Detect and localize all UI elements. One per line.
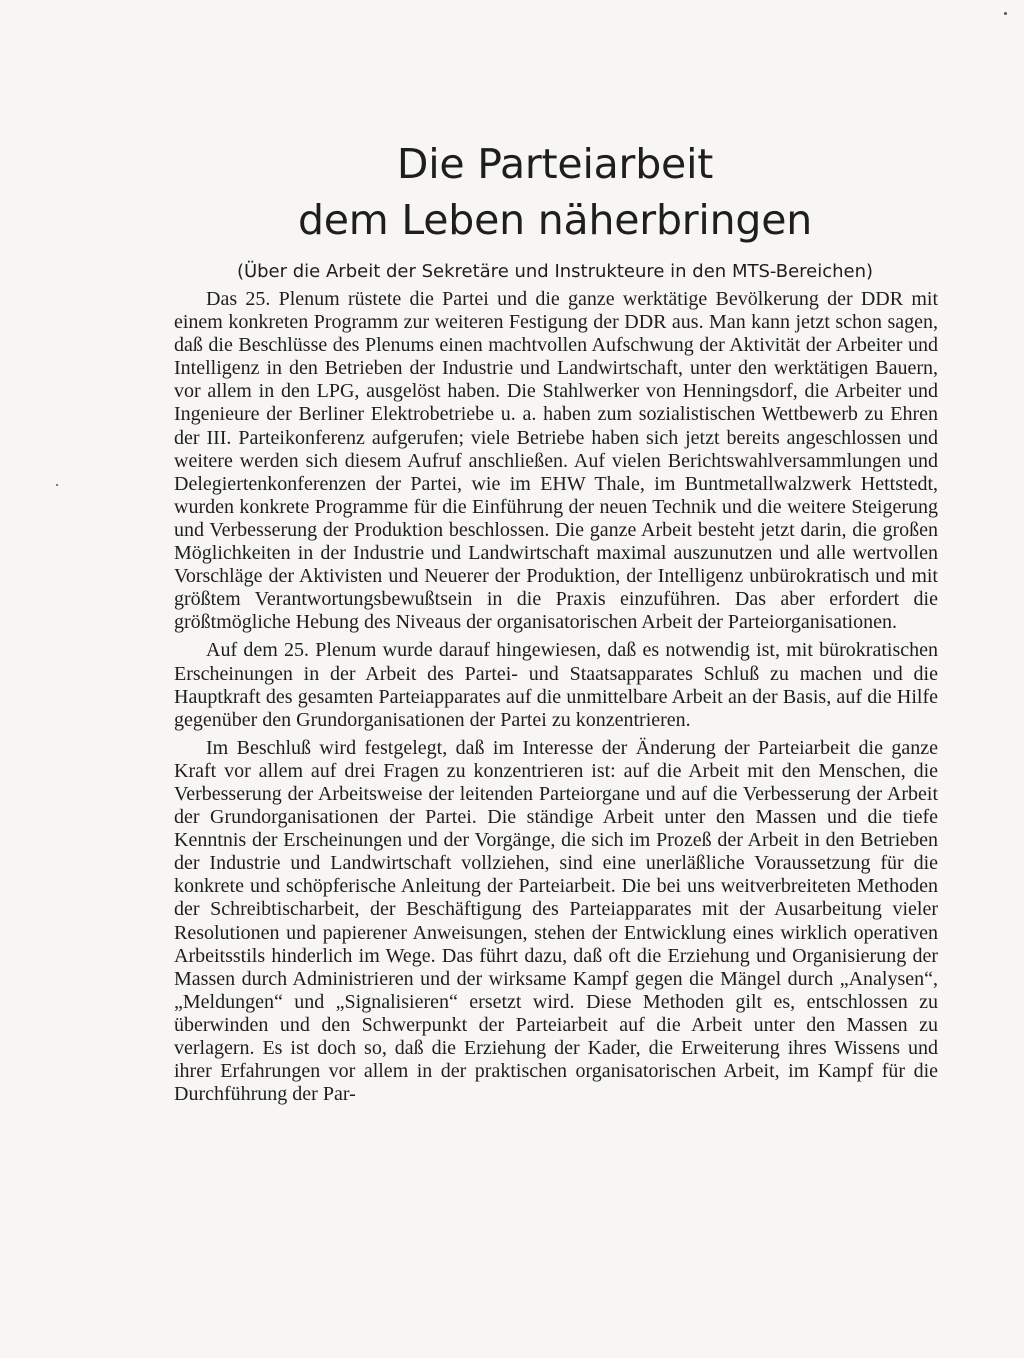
- title-block: [175, 136, 935, 286]
- page-title-line-1: Die Parteiarbeit: [396, 140, 714, 188]
- scan-speck: [1004, 12, 1007, 15]
- paragraph-3: Im Beschluß wird festgelegt, daß im Interesse der Änderung der Parteiarbeit die ganze Kraft vor allem auf drei Fragen zu konzentrieren ist: auf die Arbeit mit den Menschen, die Verbesserung der Arbeitsweise der leitenden Parteiorgane und auf die Verbesserung der Arbeit der Grundorganisationen der Partei. Die ständige Arbeit unter den Massen und die tiefe Kenntnis der Erscheinungen und der Vorgänge, die sich im Prozeß der Arbeit in den Betrieben der Industrie und Landwirtschaft vollziehen, sind eine unerläßliche Voraussetzung für die konkrete und schöpferische Anleitung der Parteiarbeit. Die bei uns weitverbreiteten Methoden der Schreibtischarbeit, der Beschäftigung des Parteiapparates mit der Ausarbeitung vieler Resolutionen und papierener Anweisungen, stehen der Entwicklung eines wirklich operativen Arbeitsstils hinderlich im Wege. Das führt dazu, daß oft die Erziehung und Organisierung der Massen durch Administrieren und der wirksame Kampf gegen die Mängel durch „Analysen“, „Meldungen“ und „Signalisieren“ ersetzt wird. Diese Methoden gilt es, entschlossen zu überwinden und den Schwerpunkt der Parteiarbeit auf die Arbeit unter den Massen zu verlagern. Es ist doch so, daß die Erziehung der Kader, die Erweiterung ihres Wissens und ihrer Erfahrungen vor allem in der praktischen organisatorischen Arbeit, im Kampf für die Durchführung der Par-: [174, 736, 938, 1106]
- scan-speck: [56, 484, 58, 486]
- paragraph-2: Auf dem 25. Plenum wurde darauf hingewiesen, daß es notwendig ist, mit bürokratischen Erscheinungen in der Arbeit des Partei- und Staatsapparates Schluß zu machen und die Hauptkraft des gesamten Parteiapparates auf die unmittelbare Arbeit an der Basis, auf die Hilfe gegenüber den Grundorganisationen der Partei zu konzentrieren.: [174, 639, 938, 731]
- paragraph-1: Das 25. Plenum rüstete die Partei und die ganze werktätige Bevölkerung der DDR mit einem konkreten Programm zur weiteren Festigung der DDR aus. Man kann jetzt schon sagen, daß die Beschlüsse des Plenums einen machtvollen Aufschwung der Aktivität der Arbeiter und Intelligenz in den Betrieben der Industrie und Landwirtschaft, unter den werktätigen Bauern, vor allem in den LPG, ausgelöst haben. Die Stahlwerker von Henningsdorf, die Arbeiter und Ingenieure der Berliner Elektrobetriebe u. a. haben zum sozialistischen Wettbewerb zu Ehren der III. Parteikonferenz aufgerufen; viele Betriebe haben sich jetzt bereits angeschlossen und weitere werden sich diesem Aufruf anschließen. Auf vielen Berichtswahlversammlungen und Delegiertenkonferenzen der Partei, wie im EHW Thale, im Buntmetallwalzwerk Hettstedt, wurden konkrete Programme für die Einführung der neuen Technik und die weitere Steigerung und Verbesserung der Produktion beschlossen. Die ganze Arbeit besteht jetzt darin, die großen Möglichkeiten in der Industrie und Landwirtschaft maximal auszunutzen und alle wertvollen Vorschläge der Aktivisten und Neuerer der Produktion, der Intelligenz unbürokratisch und mit größtem Verantwortungsbewußtsein in die Praxis einzuführen. Das aber erfordert die größtmögliche Hebung des Niveaus der organisatorischen Arbeit der Parteiorganisationen.: [174, 288, 938, 634]
- page-subtitle: (Über die Arbeit der Sekretäre und Instrukteure in den MTS-Bereichen): [236, 261, 874, 282]
- page-title-line-2: dem Leben näherbringen: [297, 196, 813, 244]
- article-body: [174, 288, 938, 1111]
